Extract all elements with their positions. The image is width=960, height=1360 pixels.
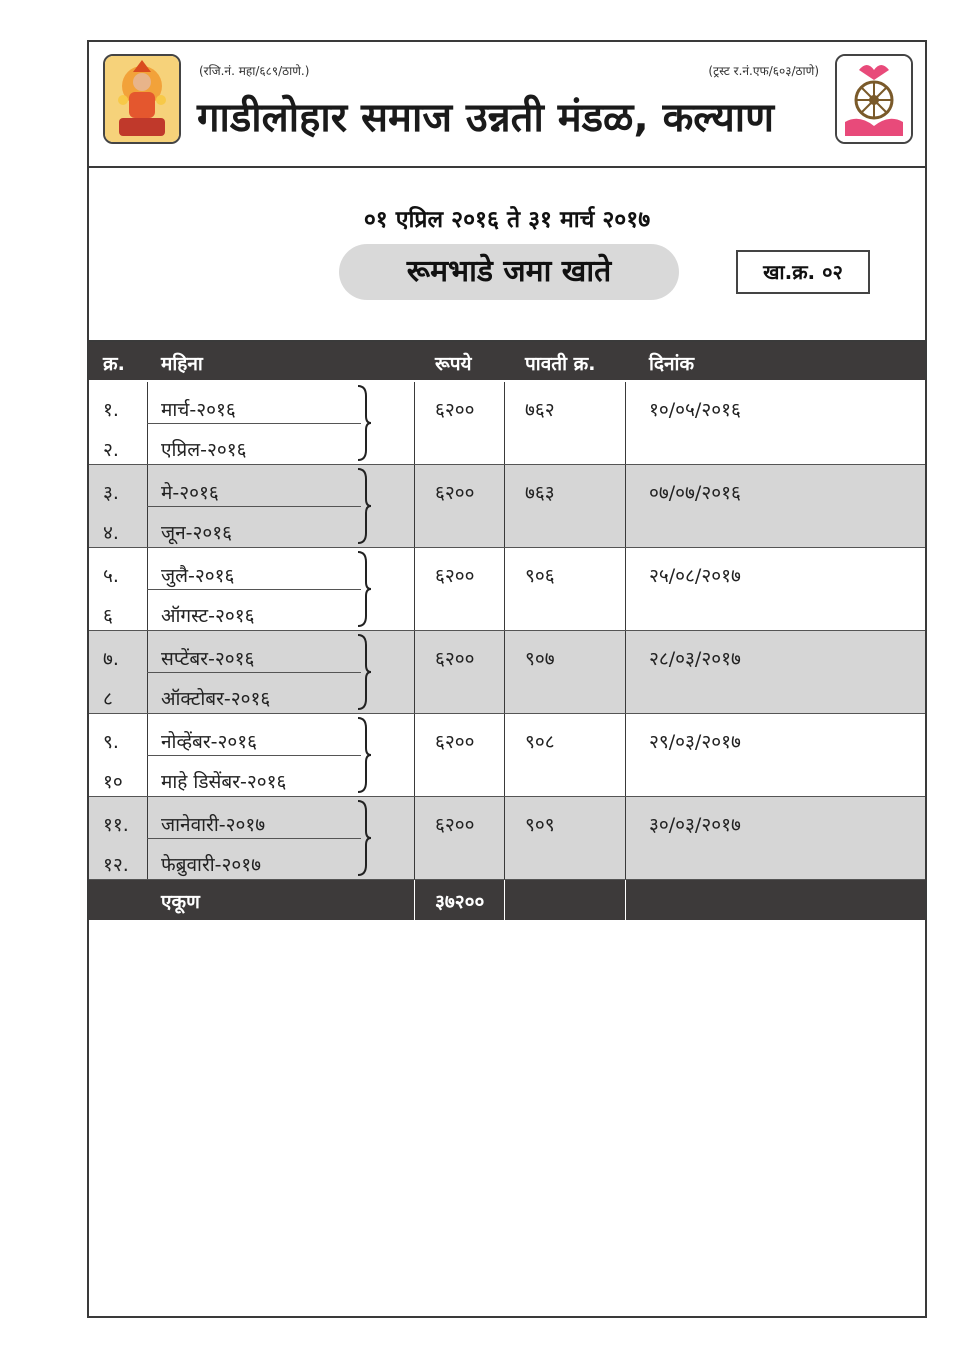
month: जून-२०१६: [161, 522, 233, 544]
amount: ६२००: [435, 648, 475, 670]
brace-icon: [355, 467, 373, 545]
month: जुलै-२०१६: [161, 565, 235, 587]
row-divider: [147, 755, 361, 756]
total-label: एकूण: [161, 891, 200, 913]
table-row: [89, 714, 925, 797]
receipt-number: ७६२: [525, 399, 555, 421]
serial-number: ११.: [103, 814, 129, 836]
brace-icon: [355, 716, 373, 794]
row-divider: [147, 506, 361, 507]
amount: ६२००: [435, 814, 475, 836]
month: ऑगस्ट-२०१६: [161, 605, 255, 627]
serial-number: १२.: [103, 854, 129, 876]
date: ३०/०३/२०१७: [649, 814, 741, 836]
table-row: [89, 382, 925, 465]
table-row: [89, 631, 925, 714]
month: मार्च-२०१६: [161, 399, 236, 421]
registration-number-right: (ट्रस्ट र.नं.एफ/६०३/ठाणे): [708, 64, 819, 78]
month: ऑक्टोबर-२०१६: [161, 688, 271, 710]
month: सप्टेंबर-२०१६: [161, 648, 255, 670]
receipt-number: ९०९: [525, 814, 555, 836]
serial-number: ४.: [103, 522, 119, 544]
table-row: [89, 548, 925, 631]
ledger-title: रूमभाडे जमा खाते: [339, 244, 679, 300]
deity-logo: [103, 54, 181, 144]
header-serial: क्र.: [103, 353, 125, 375]
header-date: दिनांक: [649, 353, 695, 375]
organization-title: गाडीलोहार समाज उन्नती मंडळ, कल्याण: [197, 95, 775, 141]
month: फेब्रुवारी-२०१७: [161, 854, 262, 876]
row-divider: [147, 672, 361, 673]
serial-number: २.: [103, 439, 119, 461]
row-divider: [147, 589, 361, 590]
receipt-number: ९०८: [525, 731, 555, 753]
brace-icon: [355, 550, 373, 628]
receipt-number: ७६३: [525, 482, 555, 504]
brace-icon: [355, 633, 373, 711]
amount: ६२००: [435, 482, 475, 504]
header-amount: रूपये: [435, 353, 472, 375]
account-number: खा.क्र. ०२: [736, 250, 870, 294]
serial-number: ८: [103, 688, 113, 710]
brace-icon: [355, 799, 373, 877]
serial-number: ६: [103, 605, 113, 627]
date: ०७/०७/२०१६: [649, 482, 741, 504]
serial-number: ५.: [103, 565, 119, 587]
date: २८/०३/२०१७: [649, 648, 741, 670]
month: मे-२०१६: [161, 482, 219, 504]
month: एप्रिल-२०१६: [161, 439, 247, 461]
table-header: [89, 342, 925, 382]
rent-ledger-table: [89, 340, 925, 920]
amount: ६२००: [435, 565, 475, 587]
date: २५/०८/२०१७: [649, 565, 741, 587]
row-divider: [147, 838, 361, 839]
document-page: [87, 40, 927, 1318]
serial-number: ९.: [103, 731, 119, 753]
receipt-number: ९०७: [525, 648, 555, 670]
brace-icon: [355, 384, 373, 462]
total-amount: ३७२००: [435, 891, 485, 913]
wheel-lotus-logo: [835, 54, 913, 144]
registration-number-left: (रजि.नं. महा/६८९/ठाणे.): [199, 64, 310, 78]
serial-number: १.: [103, 399, 119, 421]
month: जानेवारी-२०१७: [161, 814, 266, 836]
date: २९/०३/२०१७: [649, 731, 741, 753]
table-row: [89, 465, 925, 548]
serial-number: ३.: [103, 482, 119, 504]
month: माहे डिसेंबर-२०१६: [161, 771, 287, 793]
date: १०/०५/२०१६: [649, 399, 741, 421]
serial-number: १०: [103, 771, 123, 793]
receipt-number: ९०६: [525, 565, 555, 587]
header-month: महिना: [161, 353, 203, 375]
table-row: [89, 797, 925, 880]
total-row: [89, 880, 925, 920]
header-receipt: पावती क्र.: [525, 353, 596, 375]
month: नोव्हेंबर-२०१६: [161, 731, 258, 753]
amount: ६२००: [435, 399, 475, 421]
amount: ६२००: [435, 731, 475, 753]
accounting-period: ०१ एप्रिल २०१६ ते ३१ मार्च २०१७: [363, 207, 651, 233]
row-divider: [147, 423, 361, 424]
serial-number: ७.: [103, 648, 119, 670]
letterhead: [89, 42, 925, 168]
